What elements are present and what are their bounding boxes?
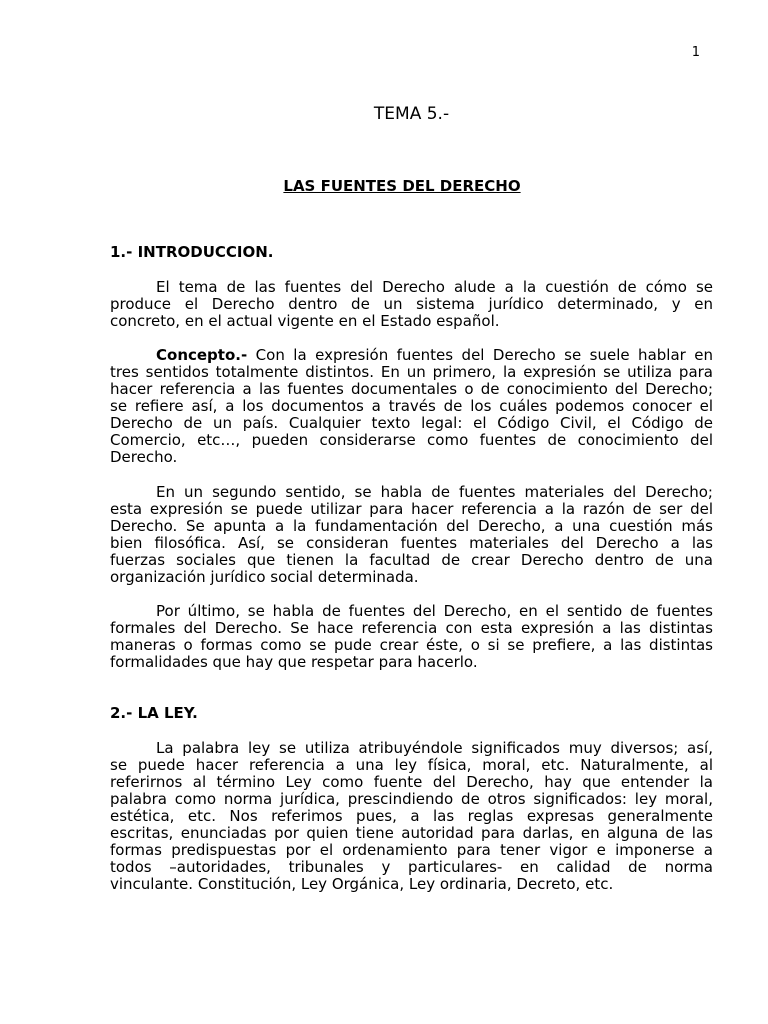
paragraph-line: Derecho de un país. Cualquier texto legal: el Código Civil, el Código de [110,414,713,432]
paragraph-line: produce el Derecho dentro de un sistema jurídico determinado, y en [110,295,713,313]
paragraph-line: Derecho. Se apunta a la fundamentación del Derecho, a una cuestión más [110,517,713,535]
paragraph-line: concreto, en el actual vigente en el Estado español. [110,312,500,330]
tema-title: TEMA 5.- [373,104,450,124]
paragraph-line: tres sentidos totalmente distintos. En un primero, la expresión se utiliza para [110,363,713,381]
paragraph-line: formales del Derecho. Se hace referencia con esta expresión a las distintas [110,619,713,637]
paragraph-line: Por último, se habla de fuentes del Derecho, en el sentido de fuentes [156,602,713,620]
paragraph-line: bien filosófica. Así, se consideran fuentes materiales del Derecho a las [110,534,713,552]
section-heading-la-ley: 2.- LA LEY. [110,704,198,722]
paragraph-line: organización jurídico social determinada. [110,568,419,586]
paragraph-line: En un segundo sentido, se habla de fuentes materiales del Derecho; [156,483,713,501]
paragraph-line: formas predispuestas por el ordenamiento para tener vigor e imponerse a [110,841,713,859]
section-heading-introduccion: 1.- INTRODUCCION. [110,243,274,261]
paragraph-text: Con la expresión fuentes del Derecho se suele hablar en [255,346,713,364]
paragraph-line: se puede hacer referencia a una ley física, moral, etc. Naturalmente, al [110,756,713,774]
paragraph-line: esta expresión se puede utilizar para hacer referencia a la razón de ser del [110,500,713,518]
paragraph-line: fuerzas sociales que tienen la facultad de crear Derecho dentro de una [110,551,713,569]
paragraph-line: estética, etc. Nos referimos pues, a las reglas expresas generalmente [110,807,713,825]
document-title: LAS FUENTES DEL DERECHO [283,177,521,195]
page-number: 1 [691,45,700,60]
paragraph-line: vinculante. Constitución, Ley Orgánica, Ley ordinaria, Decreto, etc. [110,875,614,893]
paragraph-line [156,347,713,364]
paragraph-line: todos –autoridades, tribunales y particulares- en calidad de norma [110,858,713,876]
paragraph-line: La palabra ley se utiliza atribuyéndole significados muy diversos; así, [156,739,713,757]
paragraph-line: palabra como norma jurídica, prescindiendo de otros significados: ley moral, [110,790,713,808]
paragraph-line: escritas, enunciadas por quien tiene autoridad para darlas, en alguna de las [110,824,713,842]
paragraph-line: Derecho. [110,448,178,466]
paragraph-line: se refiere así, a los documentos a través de los cuáles podemos conocer el [110,397,713,415]
paragraph-line: Comercio, etc…, pueden considerarse como fuentes de conocimiento del [110,431,713,449]
paragraph-line: referirnos al término Ley como fuente del Derecho, hay que entender la [110,773,713,791]
concepto-label: Concepto.- [156,346,248,364]
paragraph-line: formalidades que hay que respetar para hacerlo. [110,653,478,671]
paragraph-line: hacer referencia a las fuentes documentales o de conocimiento del Derecho; [110,380,713,398]
paragraph-line: maneras o formas como se pude crear éste, o si se prefiere, a las distintas [110,636,713,654]
paragraph-line: El tema de las fuentes del Derecho alude a la cuestión de cómo se [156,278,713,296]
